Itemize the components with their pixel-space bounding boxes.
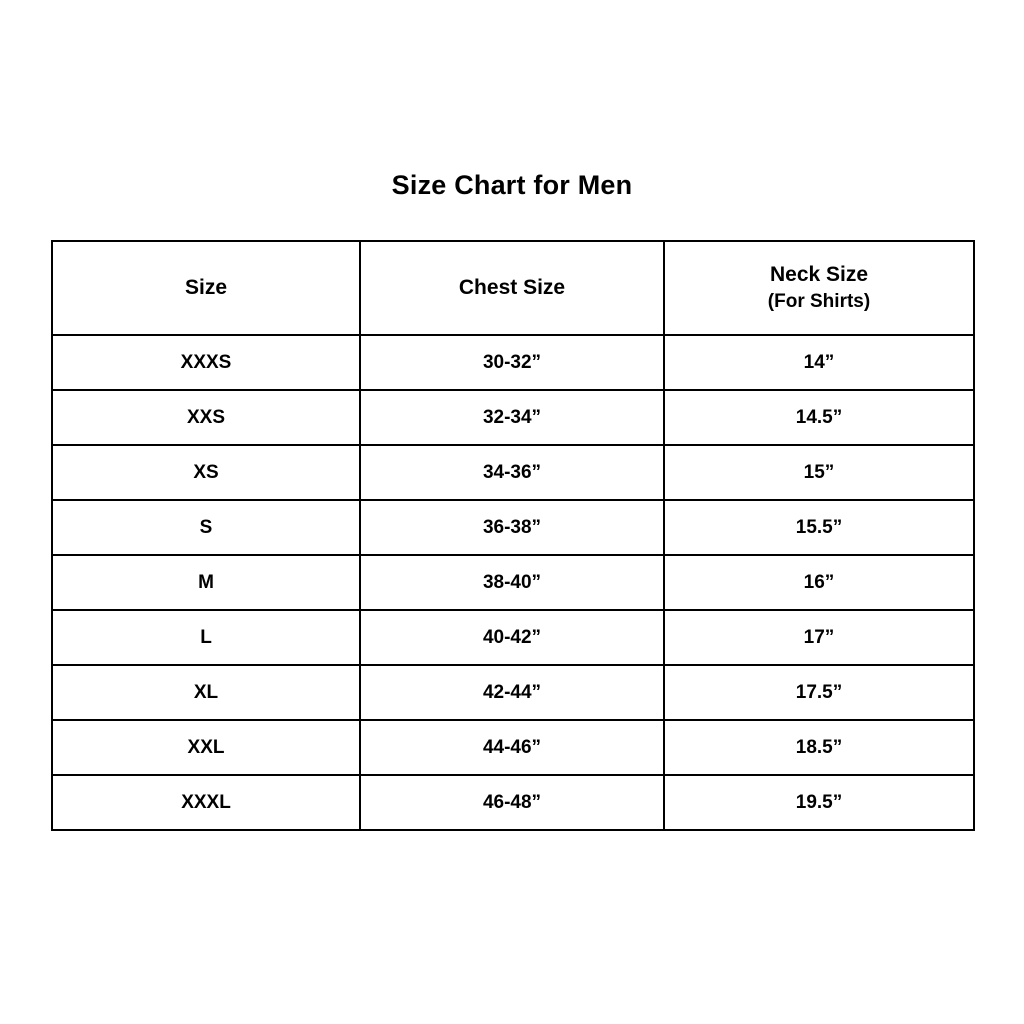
size-chart-table-wrapper	[51, 240, 973, 831]
cell-size: S	[52, 500, 360, 555]
cell-size: M	[52, 555, 360, 610]
cell-chest: 44-46”	[360, 720, 664, 775]
cell-neck: 16”	[664, 555, 974, 610]
column-header-chest-size-label: Chest Size	[458, 275, 566, 299]
column-header-neck-size-sublabel: (For Shirts)	[767, 291, 871, 313]
cell-neck: 17.5”	[664, 665, 974, 720]
cell-chest: 40-42”	[360, 610, 664, 665]
table-row	[52, 500, 974, 555]
table-row	[52, 775, 974, 830]
cell-neck: 15.5”	[664, 500, 974, 555]
column-header-size	[52, 241, 360, 335]
table-row	[52, 610, 974, 665]
table-row	[52, 390, 974, 445]
cell-neck: 14.5”	[664, 390, 974, 445]
cell-neck: 18.5”	[664, 720, 974, 775]
column-header-neck-size	[664, 241, 974, 335]
table-row	[52, 335, 974, 390]
size-chart-table	[51, 240, 975, 831]
cell-size: XXS	[52, 390, 360, 445]
table-row	[52, 665, 974, 720]
cell-chest: 42-44”	[360, 665, 664, 720]
cell-chest: 34-36”	[360, 445, 664, 500]
cell-size: XL	[52, 665, 360, 720]
cell-size: XXXS	[52, 335, 360, 390]
page-title: Size Chart for Men	[391, 170, 633, 200]
table-header-row	[52, 241, 974, 335]
cell-chest: 38-40”	[360, 555, 664, 610]
table-header	[52, 241, 974, 335]
table-row	[52, 720, 974, 775]
cell-size: XS	[52, 445, 360, 500]
column-header-size-label: Size	[184, 275, 228, 299]
column-header-neck-size-label: Neck Size	[769, 263, 869, 286]
cell-neck: 15”	[664, 445, 974, 500]
cell-size: L	[52, 610, 360, 665]
cell-neck: 19.5”	[664, 775, 974, 830]
cell-size: XXXL	[52, 775, 360, 830]
cell-neck: 14”	[664, 335, 974, 390]
table-body	[52, 335, 974, 830]
column-header-chest-size	[360, 241, 664, 335]
cell-chest: 30-32”	[360, 335, 664, 390]
cell-size: XXL	[52, 720, 360, 775]
cell-neck: 17”	[664, 610, 974, 665]
table-row	[52, 555, 974, 610]
cell-chest: 36-38”	[360, 500, 664, 555]
cell-chest: 32-34”	[360, 390, 664, 445]
table-row	[52, 445, 974, 500]
cell-chest: 46-48”	[360, 775, 664, 830]
